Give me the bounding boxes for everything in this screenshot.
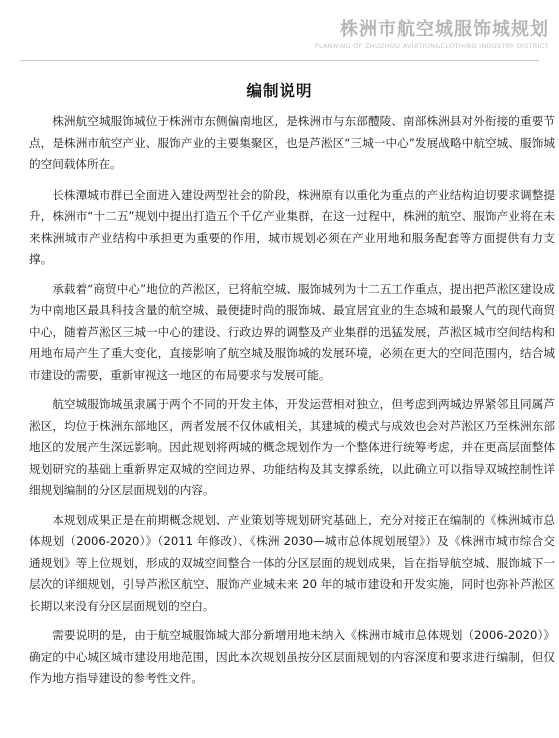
- document-header: [315, 20, 549, 50]
- paragraph: 长株潭城市群已全面进入建设两型社会的阶段，株洲原有以重化为重点的产业结构迫切要求调整提升，株洲市“十二五”规划中提出打造五个千亿产业集群，在这一过程中，株洲的航空、服饰产业将在未来株洲城市产业结构中承担更为重要的作用，城市规划必须在产业用地和服务配套等方面提供有力支撑。: [29, 187, 555, 266]
- paragraph: 需要说明的是，由于航空城服饰城大部分新增用地未纳入《株洲市城市总体规划（2006-2020）》确定的中心城区城市建设用地范围，因此本次规划虽按分区层面规划的内容深度和要求进行编制，但仅作为地方指导建设的参考性文件。: [29, 628, 555, 685]
- document-title: 编制说明: [246, 82, 313, 100]
- paragraph: 本规划成果正是在前期概念规划、产业策划等规划研究基础上，充分对接正在编制的《株洲城市总体规划（2006-2020）》（2011 年修改）、《株洲 2030—城市总体规划展望》）及《株洲市城市综合交通规划》等上位规划，形成的双城空间整合一体的分区层面的规划成果，旨在指导航空城、服饰城下一层次的详细规划，引导芦淞区航空、服饰产业城未来 20 年的城市建设和开发实施，同时也弥补芦淞区长期以来没有分区层面规划的空白。: [29, 512, 555, 613]
- paragraph: 株洲航空城服饰城位于株洲市东侧偏南地区，是株洲市与东部醴陵、南部株洲县对外衔接的重要节点，是株洲市航空产业、服饰产业的主要集聚区，也是芦淞区“三城一中心”发展战略中航空城、服饰城的空间载体所在。: [29, 114, 555, 171]
- paragraph: 承载着“商贸中心”地位的芦淞区，已将航空城、服饰城列为十二五工作重点，提出把芦淞区建设成为中南地区最具科技含量的航空城、最便捷时尚的服饰城、最宜居宜业的生态城和最聚人气的现代商贸中心，随着芦淞区三城一中心的建设、行政边界的调整及产业集群的迅猛发展，芦淞区城市空间结构和用地布局产生了重大变化，直接影响了航空城及服饰城的发展环境，必须在更大的空间范围内，结合城市建设的需要，重新审视这一地区的布局要求与发展可能。: [29, 281, 555, 382]
- document-body: [29, 111, 555, 698]
- paragraph: 航空城服饰城虽隶属于两个不同的开发主体，开发运营相对独立，但考虑到两城边界紧邻且同属芦淞区，均位于株洲东部地区，两者发展不仅休戚相关，其建城的模式与成效也会对芦淞区乃至株洲东部地区的发展产生深远影响。因此规划将两城的概念规划作为一个整体进行统筹考虑，并在更高层面整体规划研究的基础上重新界定双城的空间边界、功能结构及其支撑系统，以此确立可以指导双城控制性详细规划编制的分区层面规划的内容。: [29, 397, 555, 497]
- header-title: 株洲市航空城服饰城规划: [340, 19, 549, 40]
- header-subtitle: PLANNING OF ZHUZHOU AVIATION&CLOTHING INDUSTRY DISTRICT: [314, 42, 549, 50]
- header-divider: [20, 60, 539, 61]
